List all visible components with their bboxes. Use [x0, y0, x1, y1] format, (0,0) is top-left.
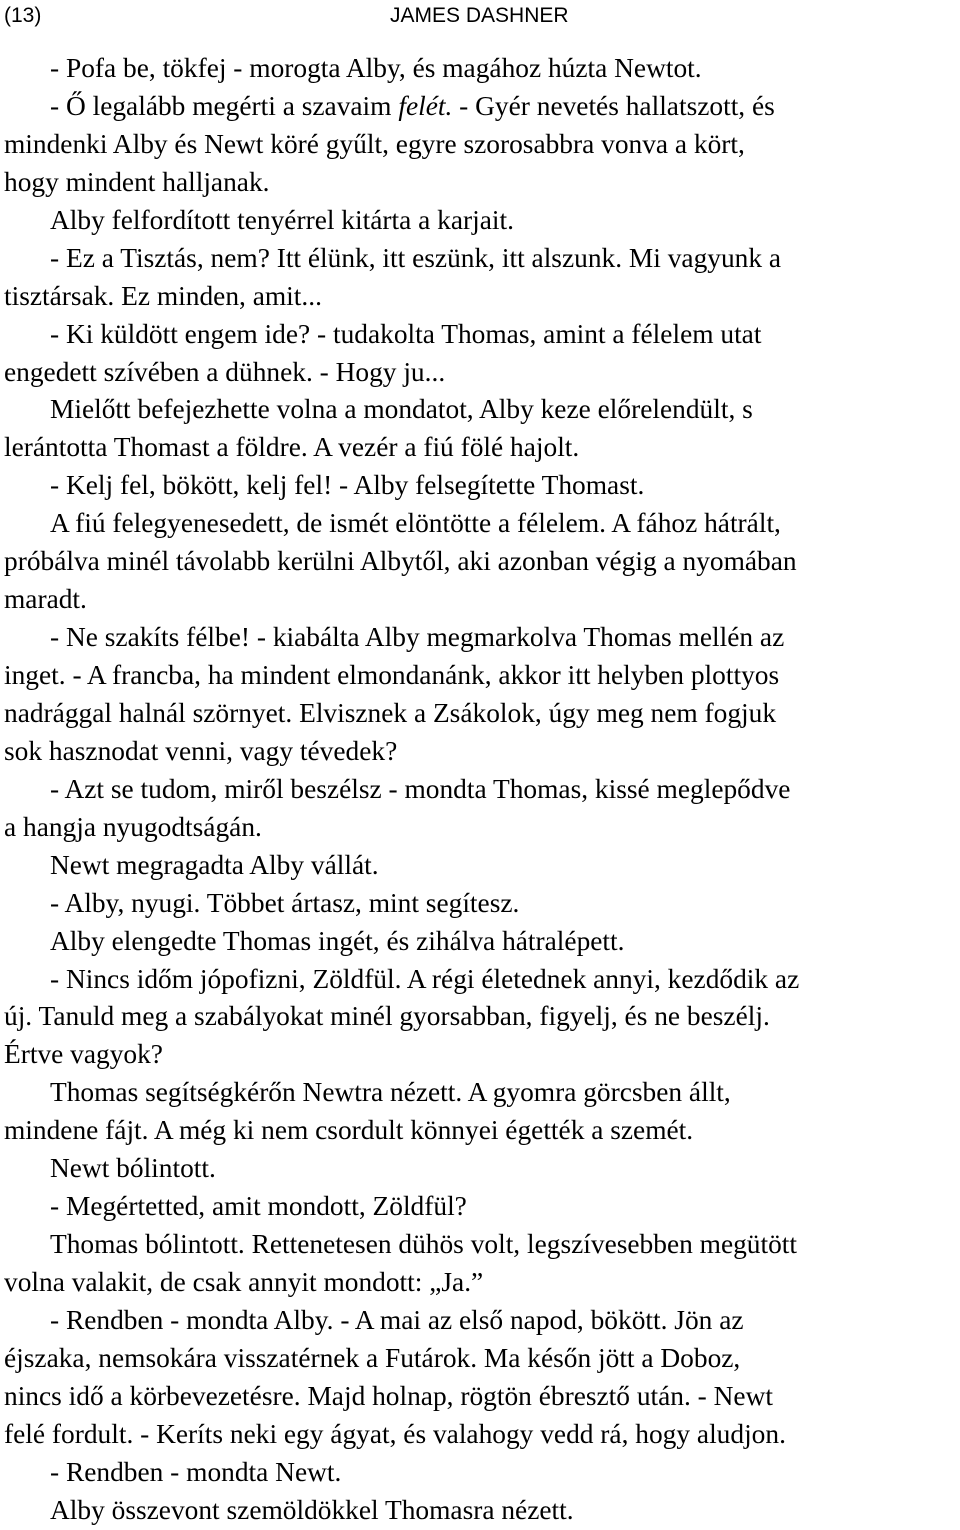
text-line: Alby összevont szemöldökkel Thomasra nézett.	[50, 1494, 574, 1525]
text-line: mindenki Alby és Newt köré gyűlt, egyre szorosabbra vonva a kört,	[4, 128, 745, 159]
text-line: Newt megragadta Alby vállát.	[50, 849, 379, 880]
text-run: - Ő legalább megérti a szavaim	[50, 90, 399, 121]
text-line: - Alby, nyugi. Többet ártasz, mint segítesz.	[50, 887, 520, 918]
text-line: a hangja nyugodtságán.	[4, 811, 262, 842]
italic-word: felét.	[398, 90, 453, 121]
text-line: nadrággal halnál szörnyet. Elvisznek a Zsákolok, úgy meg nem fogjuk	[4, 697, 777, 728]
text-line: Alby felfordított tenyérrel kitárta a karjait.	[50, 204, 514, 235]
text-line: Értve vagyok?	[4, 1039, 163, 1070]
text-line: Alby elengedte Thomas ingét, és zihálva hátralépett.	[50, 925, 625, 956]
text-line: új. Tanuld meg a szabályokat minél gyorsabban, figyelj, és ne beszélj.	[4, 1001, 770, 1032]
text-line: inget. - A francba, ha mindent elmondanánk, akkor itt helyben plottyos	[4, 660, 780, 690]
page-body	[4, 50, 959, 1530]
page-header	[0, 0, 960, 34]
text-line: A fiú felegyenesedett, de ismét elöntötte a félelem. A fához hátrált,	[50, 508, 781, 539]
text-line: - Nincs időm jópofizni, Zöldfül. A régi életednek annyi, kezdődik az	[50, 963, 800, 994]
text-line: - Rendben - mondta Newt.	[50, 1456, 342, 1487]
text-line: engedett szívében a dühnek. - Hogy ju...	[4, 356, 446, 387]
text-line: hogy mindent halljanak.	[4, 166, 270, 197]
running-title: JAMES DASHNER	[390, 4, 569, 27]
text-line: lerántotta Thomast a földre. A vezér a fiú fölé hajolt.	[4, 432, 580, 463]
text-line: Thomas segítségkérőn Newtra nézett. A gyomra görcsben állt,	[50, 1077, 731, 1108]
text-line: - Rendben - mondta Alby. - A mai az első napod, bökött. Jön az	[50, 1304, 744, 1335]
text-line: sok hasznodat venni, vagy tévedek?	[4, 735, 398, 766]
text-line: - Ki küldött engem ide? - tudakolta Thomas, amint a félelem utat	[50, 318, 762, 349]
text-line: - Azt se tudom, miről beszélsz - mondta Thomas, kissé meglepődve	[50, 773, 791, 804]
text-line: Mielőtt befejezhette volna a mondatot, Alby keze előrelendült, s	[50, 394, 753, 425]
page-number: (13)	[4, 4, 42, 27]
text-line: Newt bólintott.	[50, 1153, 216, 1184]
text-line: Thomas bólintott. Rettenetesen dühös volt, legszívesebben megütött	[50, 1229, 798, 1260]
text-line: próbálva minél távolabb kerülni Albytől, aki azonban végig a nyomában	[4, 546, 797, 577]
text-line: mindene fájt. A még ki nem csordult könnyei égették a szemét.	[4, 1115, 694, 1146]
text-line: nincs idő a körbevezetésre. Majd holnap, rögtön ébresztő után. - Newt	[4, 1380, 773, 1411]
text-line: felé fordult. - Keríts neki egy ágyat, és valahogy vedd rá, hogy aludjon.	[4, 1418, 786, 1449]
text-line: maradt.	[4, 584, 87, 615]
text-line: - Pofa be, tökfej - morogta Alby, és magához húzta Newtot.	[50, 53, 702, 83]
text-line: éjszaka, nemsokára visszatérnek a Futárok. Ma későn jött a Doboz,	[4, 1342, 741, 1373]
text-line: - Megértetted, amit mondott, Zöldfül?	[50, 1191, 467, 1222]
text-run: - Gyér nevetés hallatszott, és	[452, 90, 775, 121]
text-line	[4, 88, 959, 126]
text-line: tisztársak. Ez minden, amit...	[4, 280, 322, 311]
text-line: volna valakit, de csak annyit mondott: „Ja.”	[4, 1267, 484, 1297]
text-line: - Ne szakíts félbe! - kiabálta Alby megmarkolva Thomas mellén az	[50, 622, 785, 653]
text-line: - Ez a Tisztás, nem? Itt élünk, itt eszünk, itt alszunk. Mi vagyunk a	[50, 242, 782, 273]
text-line: - Kelj fel, bökött, kelj fel! - Alby felsegítette Thomast.	[50, 470, 645, 501]
